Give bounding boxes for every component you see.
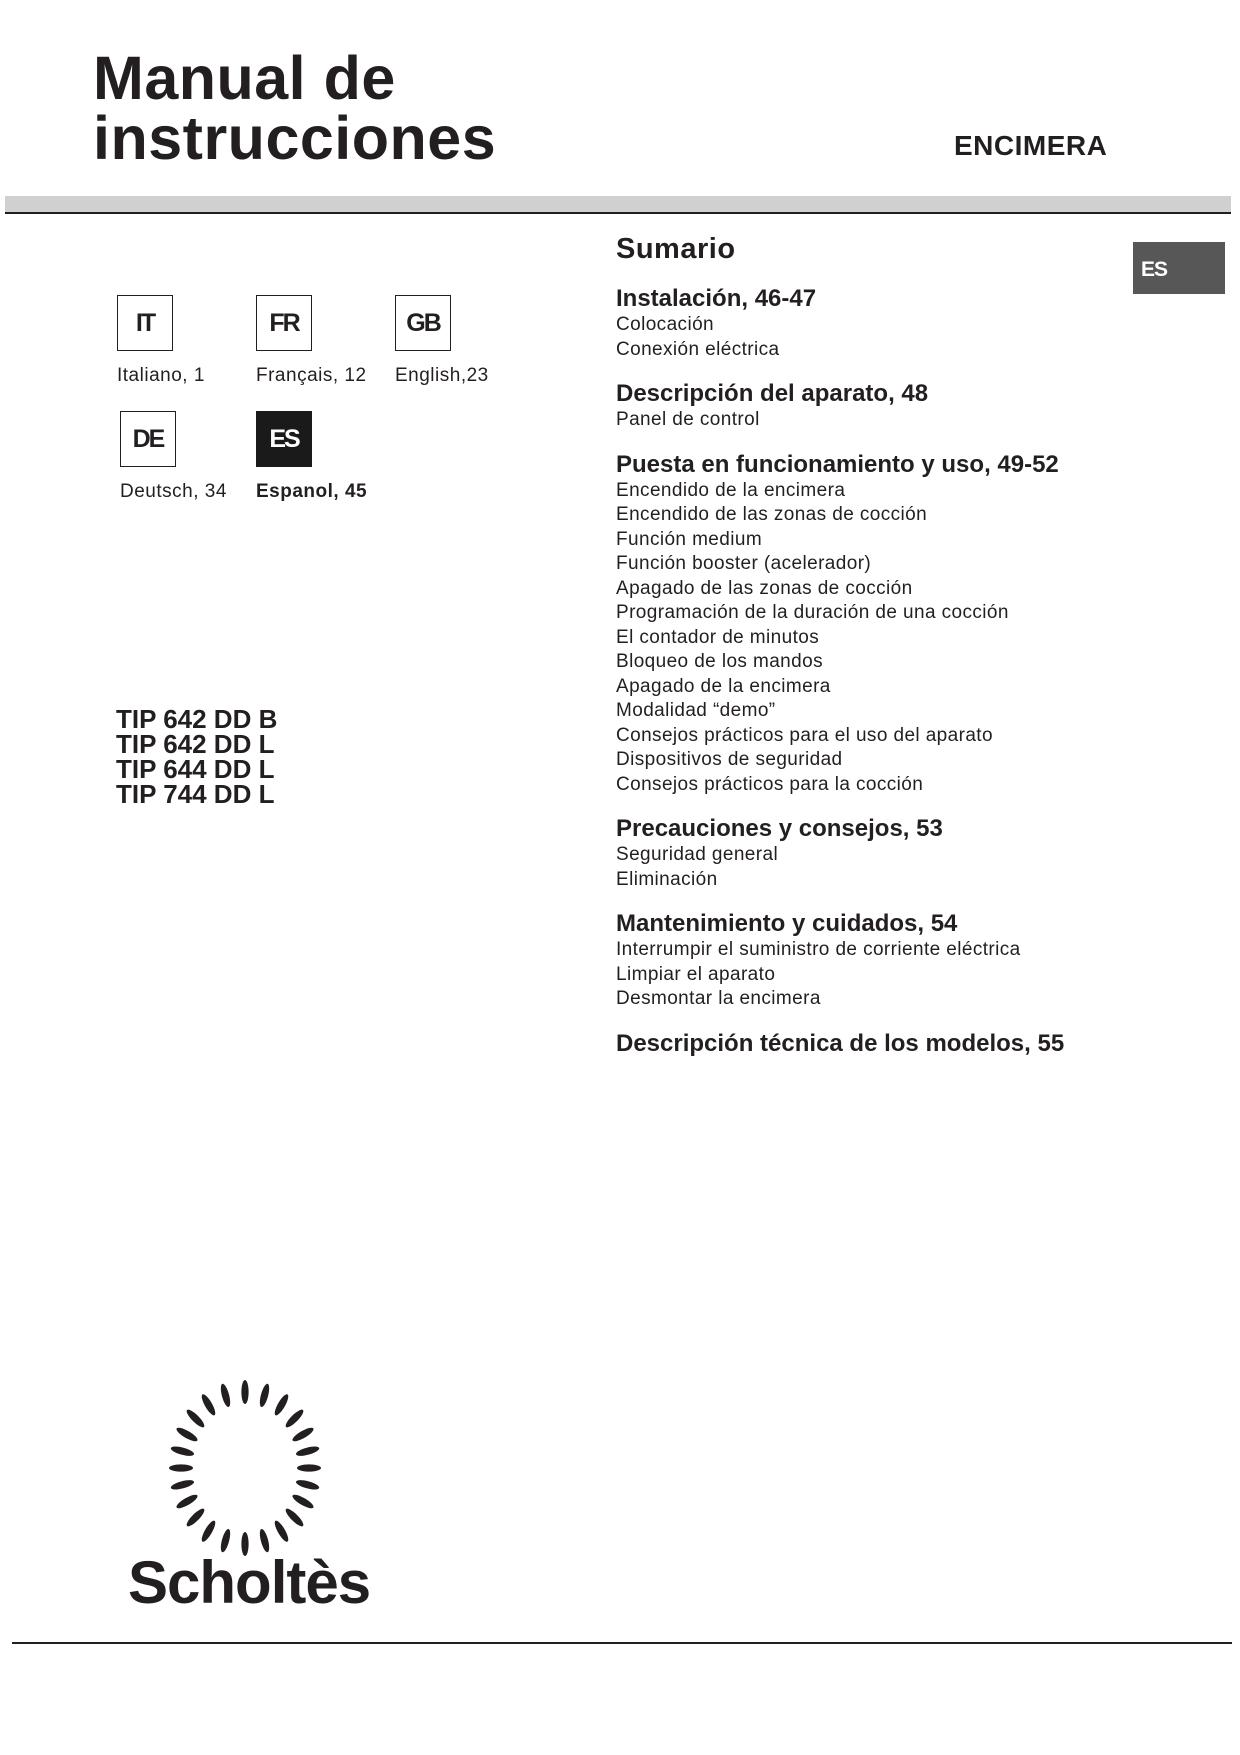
model-list: [116, 704, 278, 809]
toc-section: [616, 284, 1136, 362]
toc-item[interactable]: El contador de minutos: [616, 626, 820, 648]
toc-section: [616, 1029, 1136, 1058]
document-title: [93, 44, 497, 172]
toc-section-heading[interactable]: Instalación, 46-47: [616, 285, 817, 312]
sun-ray: [272, 1393, 290, 1417]
sun-ray: [219, 1383, 232, 1408]
toc-item[interactable]: Encendido de la encimera: [616, 479, 846, 501]
sun-ray: [295, 1445, 320, 1458]
sun-ray: [199, 1393, 217, 1417]
sun-ray: [283, 1506, 305, 1528]
sun-ray: [175, 1492, 199, 1510]
footer-rule: [12, 1642, 1232, 1644]
sun-ray: [283, 1407, 305, 1429]
lang-box-fr[interactable]: FR: [256, 295, 312, 351]
lang-label-fr[interactable]: Français, 12: [256, 365, 367, 386]
toc-title: Sumario: [616, 233, 736, 265]
lang-label-es[interactable]: Espanol, 45: [256, 481, 368, 502]
title-line-1: Manual de: [93, 44, 396, 112]
sun-ray: [184, 1506, 206, 1528]
sun-ray: [291, 1492, 315, 1510]
toc-item[interactable]: Apagado de la encimera: [616, 675, 831, 697]
toc-item[interactable]: Eliminación: [616, 868, 718, 890]
sun-ray: [295, 1478, 320, 1491]
lang-label-gb[interactable]: English,23: [395, 365, 489, 386]
header-rule-band: [5, 196, 1231, 213]
toc-section-heading[interactable]: Mantenimiento y cuidados, 54: [616, 910, 958, 937]
toc-item[interactable]: Panel de control: [616, 409, 760, 430]
toc-section-heading[interactable]: Descripción del aparato, 48: [616, 380, 929, 407]
sun-ray: [184, 1407, 206, 1429]
toc-section: [616, 814, 1136, 892]
lang-box-it[interactable]: IT: [117, 295, 173, 351]
toc-section: [616, 450, 1136, 798]
sun-ray: [175, 1425, 199, 1443]
toc-item[interactable]: Apagado de las zonas de cocción: [616, 577, 913, 599]
brand-wordmark: Scholtès: [128, 1549, 371, 1616]
toc-section: [616, 909, 1136, 1012]
toc-item[interactable]: Consejos prácticos para la cocción: [616, 773, 924, 795]
toc-item[interactable]: Conexión eléctrica: [616, 338, 780, 360]
lang-box-gb[interactable]: GB: [395, 295, 451, 351]
toc-item[interactable]: Función booster (acelerador): [616, 553, 872, 574]
sun-ray: [297, 1464, 321, 1471]
table-of-contents: [616, 233, 1136, 1075]
sun-ray: [199, 1519, 217, 1543]
toc-section: [616, 379, 1136, 433]
header-rule-line: [5, 212, 1231, 214]
toc-item[interactable]: Modalidad “demo”: [616, 700, 776, 721]
toc-section-heading[interactable]: Puesta en funcionamiento y uso, 49-52: [616, 450, 1059, 478]
title-line-2: instrucciones: [93, 104, 497, 172]
toc-section-heading[interactable]: Precauciones y consejos, 53: [616, 815, 943, 842]
toc-item[interactable]: Consejos prácticos para el uso del aparato: [616, 724, 993, 746]
toc-item[interactable]: Limpiar el aparato: [616, 963, 776, 985]
toc-item[interactable]: Bloqueo de los mandos: [616, 651, 823, 672]
toc-item[interactable]: Desmontar la encimera: [616, 988, 821, 1009]
lang-label-it[interactable]: Italiano, 1: [117, 365, 205, 386]
lang-box-es[interactable]: ES: [256, 411, 312, 467]
toc-item[interactable]: Dispositivos de seguridad: [616, 749, 843, 770]
toc-item[interactable]: Seguridad general: [616, 844, 779, 865]
lang-label-de[interactable]: Deutsch, 34: [120, 481, 227, 502]
sun-ray: [169, 1464, 193, 1471]
model-name: TIP 744 DD L: [116, 779, 275, 809]
sun-ray: [170, 1478, 195, 1491]
language-tab: ES: [1133, 242, 1225, 294]
sun-ray: [291, 1425, 315, 1443]
sun-ray: [272, 1519, 290, 1543]
sun-ray: [241, 1380, 248, 1404]
sun-ray: [170, 1445, 195, 1458]
toc-item[interactable]: Encendido de las zonas de cocción: [616, 504, 928, 525]
model-name: TIP 642 DD B: [116, 704, 278, 734]
model-name: TIP 642 DD L: [116, 729, 275, 759]
model-name: TIP 644 DD L: [116, 754, 275, 784]
toc-section-heading[interactable]: Descripción técnica de los modelos, 55: [616, 1029, 1065, 1057]
product-category: ENCIMERA: [954, 130, 1108, 161]
toc-item[interactable]: Programación de la duración de una cocción: [616, 602, 1009, 623]
toc-item[interactable]: Interrumpir el suministro de corriente eléctrica: [616, 939, 1021, 960]
lang-box-de[interactable]: DE: [120, 411, 176, 467]
toc-item[interactable]: Función medium: [616, 528, 763, 550]
sun-ray: [258, 1383, 271, 1408]
toc-item[interactable]: Colocación: [616, 314, 714, 335]
